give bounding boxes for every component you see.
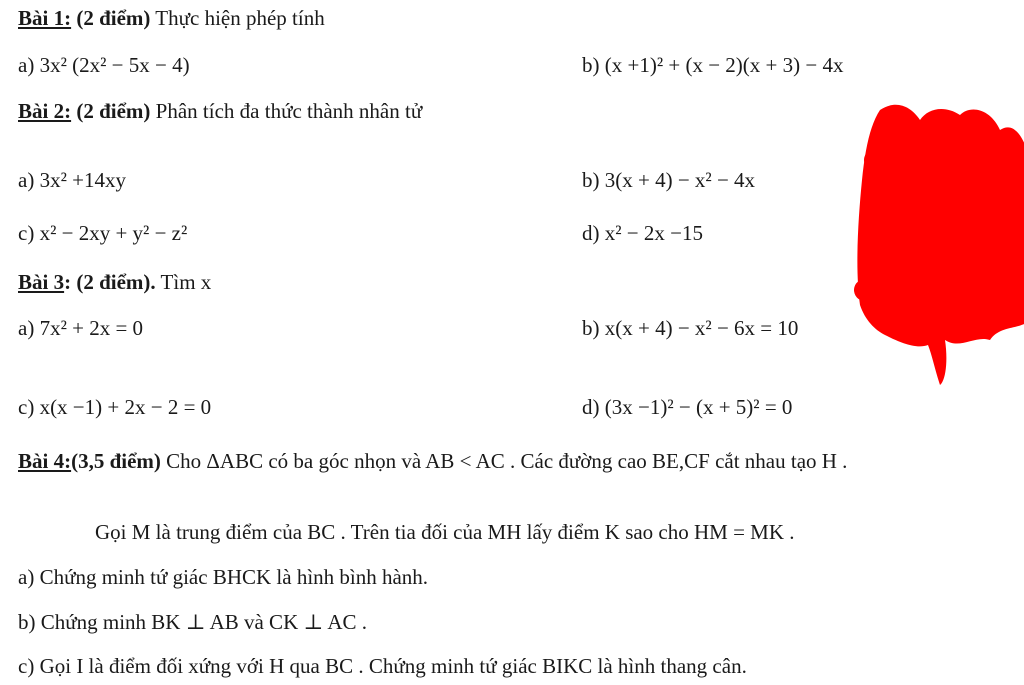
exercise-1-heading (18, 8, 325, 29)
exercise-1-title: Thực hiện phép tính (155, 6, 325, 30)
exercise-1-label: Bài 1: (18, 6, 72, 30)
exercise-2-item-d: d) x² − 2x −15 (582, 221, 703, 245)
exercise-3-item-d: d) (3x −1)² − (x + 5)² = 0 (582, 395, 793, 419)
exercise-2-item-c: c) x² − 2xy + y² − z² (18, 221, 188, 245)
exercise-2-title: Phân tích đa thức thành nhân tử (155, 99, 423, 123)
exercise-4-label: Bài 4: (18, 449, 72, 473)
exercise-1-item-a: a) 3x² (2x² − 5x − 4) (18, 53, 190, 77)
exercise-1-item-b: b) (x +1)² + (x − 2)(x + 3) − 4x (582, 53, 844, 77)
exercise-4-item-c: c) Gọi I là điểm đối xứng với H qua BC . Chứng minh tứ giác BIKC là hình thang cân. (18, 654, 747, 678)
exercise-1-points: (2 điểm) (76, 6, 151, 30)
exercise-3-label: Bài 3 (18, 270, 65, 294)
exercise-3-points: : (2 điểm). (64, 270, 156, 294)
red-scribble-redaction (850, 100, 1024, 390)
exercise-2-heading (18, 101, 422, 122)
exercise-2-points: (2 điểm) (76, 99, 151, 123)
exercise-3-item-b: b) x(x + 4) − x² − 6x = 10 (582, 316, 799, 340)
exercise-3-title: Tìm x (160, 270, 212, 294)
exercise-3-item-c: c) x(x −1) + 2x − 2 = 0 (18, 395, 212, 419)
exercise-2-label: Bài 2: (18, 99, 72, 123)
exercise-3-item-a: a) 7x² + 2x = 0 (18, 316, 144, 340)
exercise-4-item-a: a) Chứng minh tứ giác BHCK là hình bình hành. (18, 565, 429, 589)
exercise-4-item-b: b) Chứng minh BK ⊥ AB và CK ⊥ AC . (18, 610, 367, 634)
exercise-4-intro: Cho ΔABC có ba góc nhọn và AB < AC . Các đường cao BE,CF cắt nhau tạo H . (166, 449, 848, 473)
exercise-2-item-b: b) 3(x + 4) − x² − 4x (582, 168, 756, 192)
exercise-4-line-2: Gọi M là trung điểm của BC . Trên tia đối của MH lấy điểm K sao cho HM = MK . (95, 520, 795, 544)
exercise-2-item-a: a) 3x² +14xy (18, 168, 126, 192)
exercise-4-heading (18, 451, 847, 472)
exercise-3-heading (18, 272, 211, 293)
exercise-4-points: (3,5 điểm) (71, 449, 161, 473)
